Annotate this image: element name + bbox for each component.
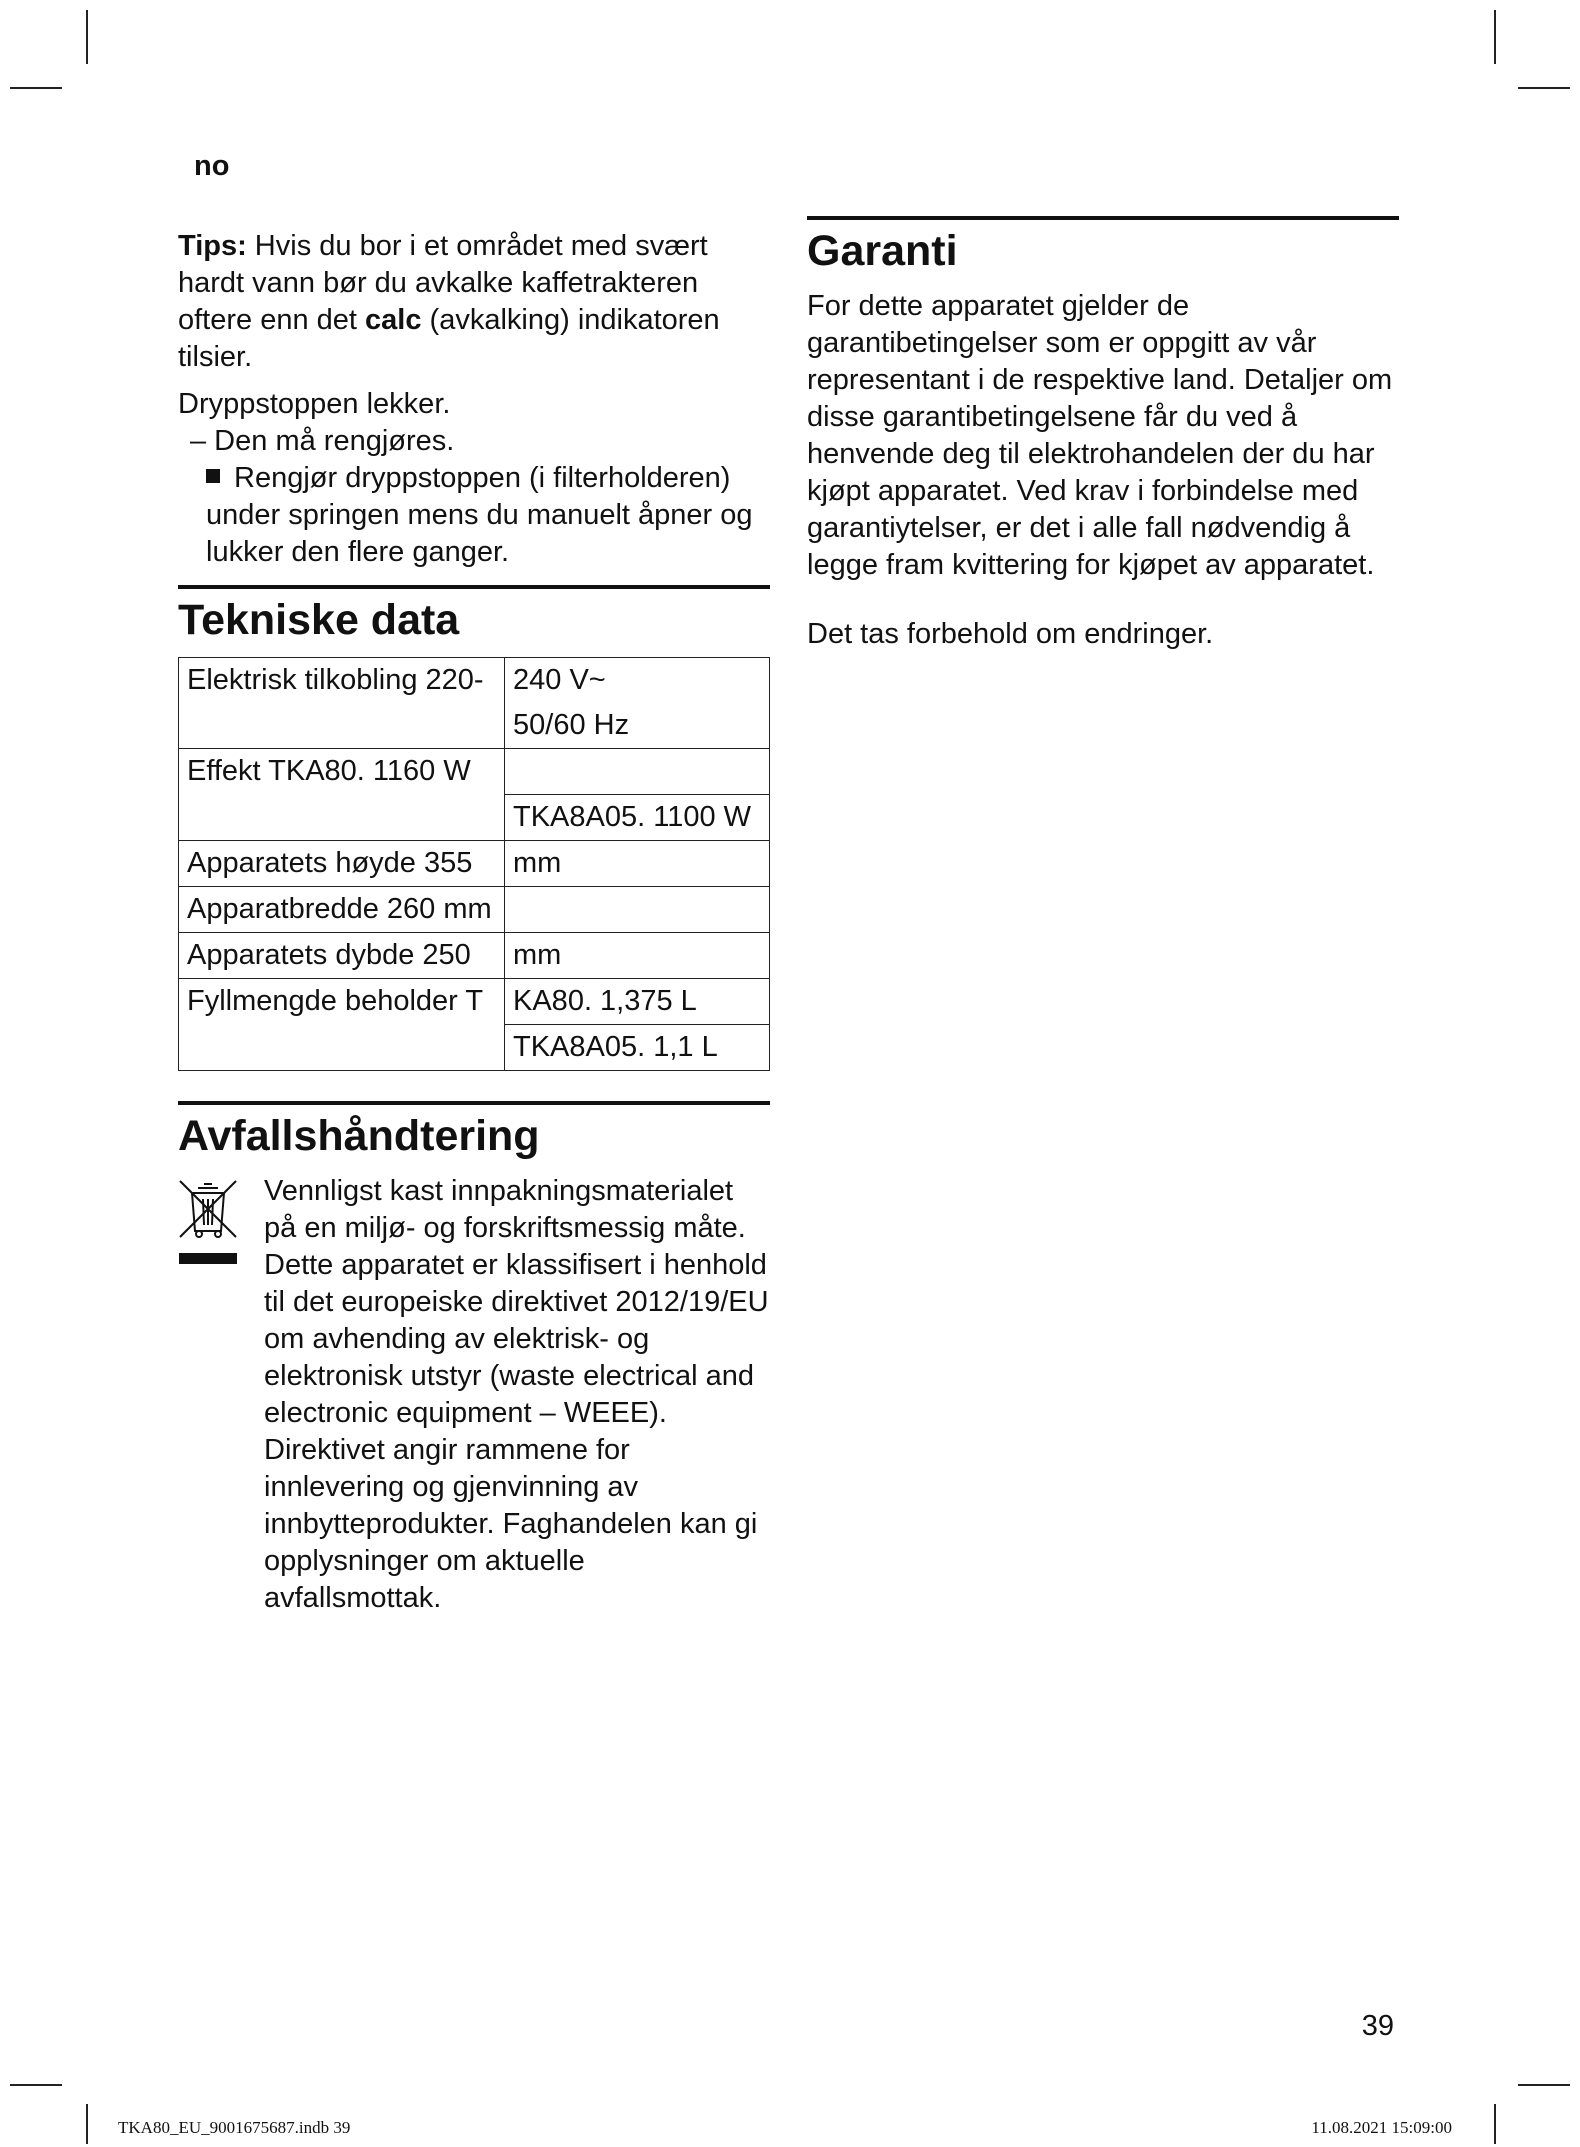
page-number: 39 <box>1361 2010 1394 2042</box>
table-cell <box>179 794 505 840</box>
cause-text: – Den må rengjøres. <box>190 425 455 457</box>
table-row <box>179 840 770 886</box>
crop-mark <box>10 2084 62 2086</box>
table-cell: mm <box>505 932 770 978</box>
table-cell: TKA8A05. 1,1 L <box>505 1024 770 1070</box>
table-cell: Effekt TKA80. 1160 W <box>179 749 505 795</box>
section-rule <box>178 585 770 589</box>
language-code: no <box>194 150 230 182</box>
table-cell: KA80. 1,375 L <box>505 978 770 1024</box>
footer-timestamp: 11.08.2021 15:09:00 <box>1311 2118 1452 2137</box>
problem-text: Dryppstoppen lekker. <box>178 388 451 420</box>
crop-mark <box>1494 2104 1496 2144</box>
tips-label: Tips: <box>178 230 247 262</box>
table-row <box>179 886 770 932</box>
table-cell: Fyllmengde beholder T <box>179 978 505 1024</box>
table-cell: 50/60 Hz <box>505 703 770 749</box>
footer-file-name: TKA80_EU_9001675687.indb 39 <box>118 2118 351 2137</box>
table-cell: mm <box>505 840 770 886</box>
disposal-text: Vennligst kast innpakningsmaterialet på en miljø- og forskriftsmessig måte. Dette apparatet er klassifisert i henhold til det europeiske direktivet 2012/19/EU om avhending av elektrisk- og elektronisk utstyr (waste electrical and electronic equipment – WEEE). Direktivet angir rammene for innlevering og gjenvinning av innbytteprodukter. Faghandelen kan gi opplysninger om aktuelle avfallsmottak. <box>264 1174 769 1614</box>
crossed-out-wheelie-bin-icon <box>178 1173 240 1617</box>
right-column <box>807 216 1399 653</box>
crop-mark <box>86 10 88 64</box>
disposal-block <box>178 1173 770 1617</box>
crop-mark <box>1518 87 1570 89</box>
table-row <box>179 794 770 840</box>
reservation-text: Det tas forbehold om endringer. <box>807 618 1214 650</box>
table-row <box>179 658 770 704</box>
warranty-heading: Garanti <box>807 227 958 275</box>
remedy-item <box>178 460 770 571</box>
calc-keyword: calc <box>365 304 422 336</box>
bullet-square-icon <box>206 469 220 483</box>
warranty-text: For dette apparatet gjelder de garantibetingelser som er oppgitt av vår representant i de respektive land. Detaljer om disse garantibetingelsene får du ved å henvende deg til elektrohandelen der du har kjøpt apparatet. Ved krav i forbindelse med garantiytelser, er det i alle fall nødvendig å legge fram kvittering for kjøpet av apparatet. <box>807 290 1393 581</box>
spacer <box>807 584 1399 616</box>
table-row <box>179 749 770 795</box>
crop-mark <box>10 87 62 89</box>
technical-data-heading: Tekniske data <box>178 596 460 644</box>
crop-mark <box>86 2104 88 2144</box>
remedy-text: Rengjør dryppstoppen (i filterholderen) under springen mens du manuelt åpner og lukker den flere ganger. <box>206 462 753 568</box>
table-cell <box>179 1024 505 1070</box>
section-rule <box>178 1101 770 1105</box>
technical-data-table <box>178 657 770 1071</box>
table-row <box>179 703 770 749</box>
table-cell: TKA8A05. 1100 W <box>505 794 770 840</box>
section-rule <box>807 216 1399 220</box>
tips-paragraph <box>178 228 770 376</box>
table-row <box>179 932 770 978</box>
crop-mark <box>1494 10 1496 64</box>
table-cell <box>505 886 770 932</box>
table-row <box>179 1024 770 1070</box>
table-cell: 240 V~ <box>505 658 770 704</box>
crop-mark <box>1518 2084 1570 2086</box>
disposal-heading: Avfallshåndtering <box>178 1111 540 1160</box>
table-cell <box>179 703 505 749</box>
table-cell <box>505 749 770 795</box>
tips-text-after: (avkalking) indikatoren tilsier. <box>178 304 720 373</box>
table-cell: Apparatets høyde 355 <box>179 840 505 886</box>
left-column <box>178 228 770 1617</box>
table-row <box>179 978 770 1024</box>
table-cell: Elektrisk tilkobling 220- <box>179 658 505 704</box>
table-cell: Apparatets dybde 250 <box>179 932 505 978</box>
table-cell: Apparatbredde 260 mm <box>179 886 505 932</box>
tips-text-before: Hvis du bor i et området med svært hardt vann bør du avkalke kaffetrakteren oftere enn det <box>178 230 708 336</box>
